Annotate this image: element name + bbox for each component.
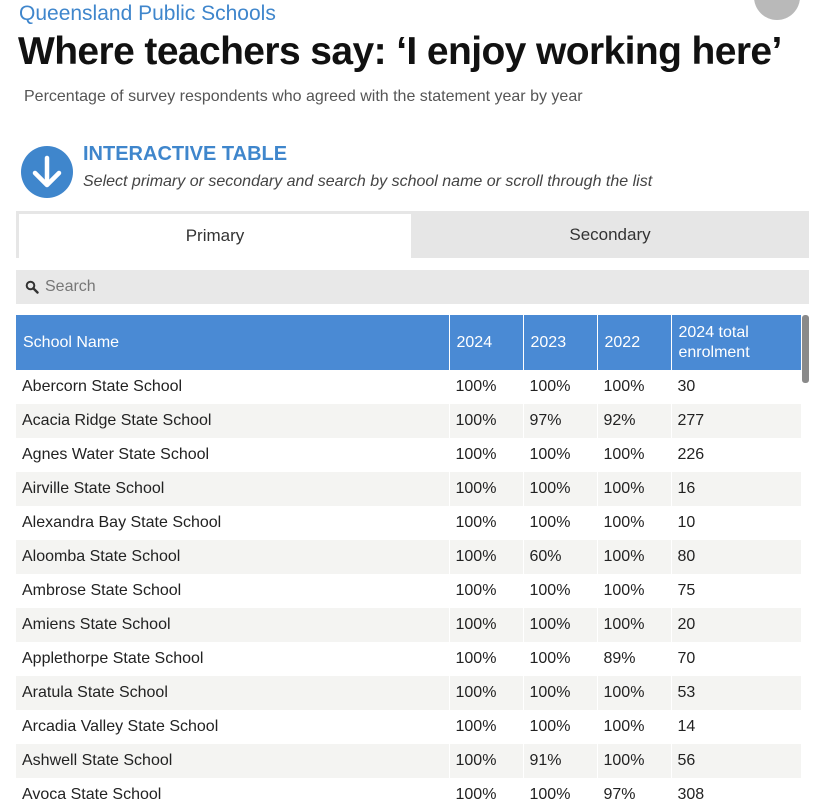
search-icon (25, 280, 39, 294)
cell-2024: 100% (449, 608, 523, 642)
table-row (16, 472, 801, 506)
table-row (16, 642, 801, 676)
cell-2023: 91% (523, 744, 597, 778)
cell-enrolment: 226 (671, 438, 801, 472)
cell-school-name: Ashwell State School (16, 744, 449, 778)
cell-2022: 100% (597, 710, 671, 744)
cell-school-name: Avoca State School (16, 778, 449, 804)
cell-2024: 100% (449, 370, 523, 404)
cell-2023: 60% (523, 540, 597, 574)
cell-2022: 89% (597, 642, 671, 676)
cell-school-name: Arcadia Valley State School (16, 710, 449, 744)
table-row (16, 608, 801, 642)
cell-enrolment: 14 (671, 710, 801, 744)
cell-school-name: Aloomba State School (16, 540, 449, 574)
cell-school-name: Alexandra Bay State School (16, 506, 449, 540)
cell-enrolment: 30 (671, 370, 801, 404)
interactive-table-heading: INTERACTIVE TABLE (83, 143, 288, 165)
cell-2024: 100% (449, 404, 523, 438)
cell-school-name: Acacia Ridge State School (16, 404, 449, 438)
cell-2022: 100% (597, 506, 671, 540)
cell-enrolment: 70 (671, 642, 801, 676)
cell-2024: 100% (449, 710, 523, 744)
cell-2023: 97% (523, 404, 597, 438)
cell-2023: 100% (523, 438, 597, 472)
cell-2023: 100% (523, 608, 597, 642)
cell-school-name: Airville State School (16, 472, 449, 506)
table-row (16, 676, 801, 710)
table-scrollbar[interactable] (802, 315, 809, 804)
corner-button[interactable] (754, 0, 800, 20)
column-header-2023[interactable]: 2023 (523, 315, 597, 370)
column-header-enrolment[interactable]: 2024 total enrolment (671, 315, 801, 370)
cell-2024: 100% (449, 778, 523, 804)
school-type-tabs (16, 211, 809, 258)
arrow-down-circle-icon (21, 146, 73, 198)
page-subtitle: Percentage of survey respondents who agreed with the statement year by year (24, 88, 583, 105)
cell-2024: 100% (449, 642, 523, 676)
cell-2022: 100% (597, 540, 671, 574)
table-row (16, 574, 801, 608)
cell-2023: 100% (523, 370, 597, 404)
cell-2022: 92% (597, 404, 671, 438)
table-row (16, 506, 801, 540)
cell-2022: 100% (597, 676, 671, 710)
cell-2024: 100% (449, 574, 523, 608)
cell-enrolment: 10 (671, 506, 801, 540)
cell-school-name: Abercorn State School (16, 370, 449, 404)
schools-table (16, 315, 801, 804)
cell-school-name: Amiens State School (16, 608, 449, 642)
cell-2022: 100% (597, 438, 671, 472)
scrollbar-thumb[interactable] (802, 315, 809, 383)
cell-enrolment: 20 (671, 608, 801, 642)
cell-2024: 100% (449, 506, 523, 540)
cell-2022: 97% (597, 778, 671, 804)
column-header-2024[interactable]: 2024 (449, 315, 523, 370)
cell-enrolment: 277 (671, 404, 801, 438)
cell-2023: 100% (523, 642, 597, 676)
cell-2022: 100% (597, 370, 671, 404)
cell-2024: 100% (449, 438, 523, 472)
table-row (16, 370, 801, 404)
column-header-2022[interactable]: 2022 (597, 315, 671, 370)
schools-table-container (16, 315, 801, 804)
cell-school-name: Aratula State School (16, 676, 449, 710)
cell-enrolment: 56 (671, 744, 801, 778)
cell-2022: 100% (597, 574, 671, 608)
table-header-row (16, 315, 801, 370)
cell-enrolment: 308 (671, 778, 801, 804)
cell-2023: 100% (523, 574, 597, 608)
table-row (16, 438, 801, 472)
cell-2022: 100% (597, 608, 671, 642)
cell-2023: 100% (523, 506, 597, 540)
cell-2024: 100% (449, 472, 523, 506)
cell-enrolment: 75 (671, 574, 801, 608)
cell-school-name: Applethorpe State School (16, 642, 449, 676)
table-row (16, 540, 801, 574)
page-title: Where teachers say: ‘I enjoy working here’ (18, 30, 782, 73)
table-body (16, 370, 801, 804)
table-row (16, 710, 801, 744)
search-bar (16, 270, 809, 304)
table-row (16, 744, 801, 778)
cell-enrolment: 53 (671, 676, 801, 710)
cell-2023: 100% (523, 710, 597, 744)
cell-2023: 100% (523, 676, 597, 710)
cell-2022: 100% (597, 744, 671, 778)
search-input[interactable] (45, 278, 745, 296)
tab-secondary[interactable]: Secondary (569, 224, 651, 244)
cell-2022: 100% (597, 472, 671, 506)
tab-primary[interactable]: Primary (19, 214, 411, 258)
cell-2024: 100% (449, 676, 523, 710)
interactive-table-instructions: Select primary or secondary and search by school name or scroll through the list (83, 173, 653, 190)
kicker-link[interactable]: Queensland Public Schools (19, 2, 276, 25)
cell-2023: 100% (523, 778, 597, 804)
cell-enrolment: 80 (671, 540, 801, 574)
cell-2024: 100% (449, 744, 523, 778)
cell-enrolment: 16 (671, 472, 801, 506)
cell-school-name: Agnes Water State School (16, 438, 449, 472)
cell-2023: 100% (523, 472, 597, 506)
cell-2024: 100% (449, 540, 523, 574)
column-header-school-name[interactable]: School Name (16, 315, 449, 370)
table-row (16, 778, 801, 804)
table-row (16, 404, 801, 438)
cell-school-name: Ambrose State School (16, 574, 449, 608)
